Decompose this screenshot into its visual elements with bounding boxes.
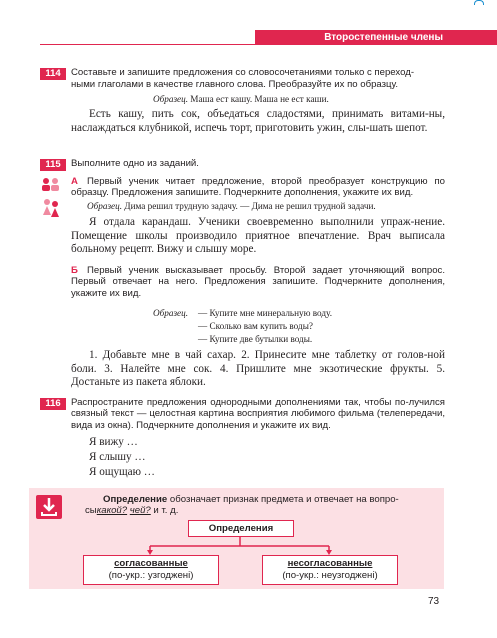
ex115-b-sample-3: — Купите две бутылки воды. xyxy=(198,334,313,344)
sample-text: Дима решил трудную задачу. — Дима не решил трудной задачи. xyxy=(124,201,376,211)
sample-label: Образец. xyxy=(87,201,122,211)
ex116-line-2: Я слышу … xyxy=(89,451,146,463)
exercise-number-116: 116 xyxy=(40,398,66,410)
definition-text-2a: сы xyxy=(85,505,97,517)
agreed-title: согласованные xyxy=(114,558,188,569)
non-agreed-title: несогласованные xyxy=(287,558,373,569)
ex114-line-1: Составьте и запишите предложения со словосочетаниями только с переход- xyxy=(71,67,415,78)
exercise-number-114: 114 xyxy=(40,68,66,80)
ex116-line-3: Я ощущаю … xyxy=(89,466,155,478)
agreed-definitions-box xyxy=(83,555,219,585)
question-which: какой? xyxy=(96,505,128,517)
sample-label: Образец. xyxy=(153,94,188,104)
definition-text-2b: и т. д. xyxy=(150,505,179,517)
page-number: 73 xyxy=(428,596,440,607)
definition-text-1: обозначает признак предмета и отвечает на вопро- xyxy=(167,494,399,505)
ex115-b-sample-2: — Сколько вам купить воды? xyxy=(198,321,313,331)
non-agreed-definitions-box xyxy=(262,555,398,585)
ex115-a-body: Я отдала карандаш. Ученики своевременно выполнили упраж-нение. Помещение школы производило приятное впечатление. Врач выписала больному рецепт. Вижу и слышу море. xyxy=(71,216,445,256)
ex116-line-1: Я вижу … xyxy=(89,436,138,448)
task-b-letter: Б xyxy=(71,265,78,276)
question-whose: чей? xyxy=(129,505,151,517)
section-title: Второстепенные члены предложения xyxy=(324,32,443,57)
ex114-body: Есть кашу, пить сок, объедаться сладостями, принимать витами-ны, наслаждаться клубникой, испечь торт, приготовить ужин, слы-шать шепот. xyxy=(71,108,445,134)
agreed-translation: (по-укр.: узгоджені) xyxy=(108,570,194,581)
definitions-box: Определения xyxy=(188,520,294,537)
exercise-number-115: 115 xyxy=(40,159,66,171)
task-a-letter: А xyxy=(71,176,78,187)
task-b-text: Первый ученик высказывает просьбу. Второй задает уточняющий вопрос. Первый отвечает на него. Предложения запишите. Подчеркните дополнения, укажите их вид. xyxy=(71,265,445,299)
sample-label: Образец. xyxy=(153,308,188,318)
definition-term: Определение xyxy=(103,494,168,505)
ex114-line-2: ными глаголами в качестве главного слова. Преобразуйте их по образцу. xyxy=(71,79,399,90)
ex115-intro: Выполните одно из заданий. xyxy=(71,158,199,169)
ex115-b-body: 1. Добавьте мне в чай сахар. 2. Принесите мне таблетку от голов-ной боли. 3. Налейте мне сок. 4. Пришлите мне экзотические фрукты. 5. Достаньте из пакета яблоки. xyxy=(71,349,445,389)
ex116-text: Распространите предложения однородными дополнениями так, чтобы по-лучился связный текст — целостная картина восприятия любимого фильма (телепередачи, вида из окна). Подчеркните дополнения и укажите их вид. xyxy=(71,397,445,431)
non-agreed-translation: (по-укр.: неузгоджені) xyxy=(282,570,378,581)
ex115-b-sample-1: — Купите мне минеральную воду. xyxy=(198,308,333,318)
sample-text: Маша ест кашу. Маша не ест каши. xyxy=(190,94,329,104)
task-a-text: Первый ученик читает предложение, второй преобразует конструкцию по образцу. Предложения запишите. Подчеркните дополнения, укажите их вид. xyxy=(71,176,445,199)
